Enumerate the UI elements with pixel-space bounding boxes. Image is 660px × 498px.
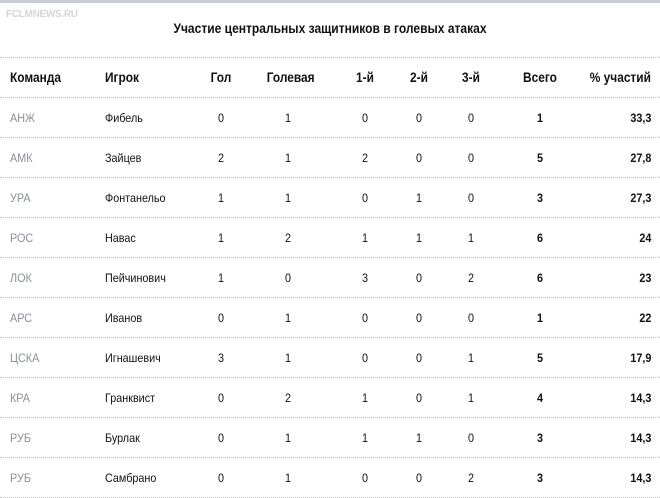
cell-assists: 1	[284, 311, 292, 325]
table-row	[0, 217, 660, 258]
cell-team: РУБ	[10, 431, 31, 445]
header-second: 2-й	[410, 69, 428, 85]
cell-total: 1	[536, 311, 544, 325]
header-goals: Гол	[210, 69, 232, 85]
cell-percent: 17,9	[629, 351, 651, 365]
cell-first: 0	[361, 351, 369, 365]
cell-second: 1	[415, 431, 423, 445]
cell-third: 1	[467, 391, 475, 405]
cell-team: АНЖ	[10, 111, 35, 125]
cell-team: АРС	[10, 311, 33, 325]
cell-first: 0	[361, 471, 369, 485]
cell-player: Иванов	[105, 311, 143, 325]
cell-goals: 2	[217, 151, 225, 165]
cell-goals: 0	[217, 111, 225, 125]
cell-team: УРА	[10, 191, 31, 205]
cell-second: 0	[415, 351, 423, 365]
cell-goals: 3	[217, 351, 225, 365]
header-first: 1-й	[356, 69, 374, 85]
cell-third: 0	[467, 311, 475, 325]
cell-goals: 0	[217, 431, 225, 445]
header-percent: % участий	[589, 69, 651, 85]
cell-third: 0	[467, 151, 475, 165]
cell-assists: 2	[284, 231, 292, 245]
cell-first: 0	[361, 191, 369, 205]
cell-player: Гранквист	[105, 391, 156, 405]
cell-team: РУБ	[10, 471, 31, 485]
cell-player: Навас	[105, 231, 136, 245]
cell-percent: 14,3	[629, 391, 651, 405]
table-row	[0, 457, 660, 498]
cell-total: 4	[536, 391, 544, 405]
cell-percent: 24	[638, 231, 651, 245]
cell-assists: 1	[284, 151, 292, 165]
cell-percent: 14,3	[629, 431, 651, 445]
table-row	[0, 297, 660, 338]
cell-percent: 23	[638, 271, 651, 285]
cell-percent: 33,3	[629, 111, 651, 125]
cell-assists: 1	[284, 111, 292, 125]
cell-second: 0	[415, 151, 423, 165]
cell-third: 2	[467, 471, 475, 485]
cell-assists: 1	[284, 471, 292, 485]
table-title: Участие центральных защитников в голевых атаках	[173, 20, 487, 36]
cell-percent: 27,3	[629, 191, 651, 205]
header-total: Всего	[523, 69, 557, 85]
cell-percent: 14,3	[629, 471, 651, 485]
table-row	[0, 97, 660, 138]
cell-player: Фибель	[105, 111, 143, 125]
cell-second: 0	[415, 271, 423, 285]
cell-second: 0	[415, 471, 423, 485]
cell-player: Игнашевич	[105, 351, 161, 365]
table-row	[0, 137, 660, 178]
cell-goals: 0	[217, 391, 225, 405]
table-row	[0, 417, 660, 458]
cell-player: Пейчинович	[105, 271, 166, 285]
cell-third: 2	[467, 271, 475, 285]
cell-first: 1	[361, 391, 369, 405]
cell-first: 0	[361, 311, 369, 325]
cell-team: ЛОК	[10, 271, 32, 285]
cell-player: Зайцев	[105, 151, 142, 165]
cell-assists: 2	[284, 391, 292, 405]
table-row	[0, 177, 660, 218]
cell-second: 1	[415, 231, 423, 245]
cell-third: 0	[467, 111, 475, 125]
cell-assists: 1	[284, 191, 292, 205]
cell-player: Бурлак	[105, 431, 140, 445]
cell-goals: 0	[217, 471, 225, 485]
cell-total: 6	[536, 231, 544, 245]
header-team: Команда	[10, 69, 61, 85]
cell-goals: 1	[217, 231, 225, 245]
table-row	[0, 337, 660, 378]
cell-second: 0	[415, 311, 423, 325]
header-player: Игрок	[105, 69, 140, 85]
cell-assists: 1	[284, 351, 292, 365]
cell-total: 1	[536, 111, 544, 125]
cell-player: Фонтанельо	[105, 191, 166, 205]
cell-team: РОС	[10, 231, 34, 245]
top-bar	[0, 0, 660, 3]
cell-goals: 0	[217, 311, 225, 325]
cell-team: ЦСКА	[10, 351, 40, 365]
cell-player: Самбрано	[105, 471, 157, 485]
cell-total: 3	[536, 191, 544, 205]
table-row	[0, 377, 660, 418]
watermark: FCLMNEWS.RU	[6, 9, 78, 20]
cell-first: 0	[361, 111, 369, 125]
cell-second: 0	[415, 111, 423, 125]
cell-assists: 0	[284, 271, 292, 285]
cell-third: 1	[467, 351, 475, 365]
cell-percent: 27,8	[629, 151, 651, 165]
cell-total: 5	[536, 151, 544, 165]
cell-total: 3	[536, 431, 544, 445]
header-row	[0, 57, 660, 98]
cell-second: 1	[415, 191, 423, 205]
cell-percent: 22	[638, 311, 651, 325]
cell-first: 1	[361, 231, 369, 245]
cell-team: КРА	[10, 391, 30, 405]
cell-total: 5	[536, 351, 544, 365]
cell-second: 0	[415, 391, 423, 405]
cell-third: 1	[467, 231, 475, 245]
header-third: 3-й	[462, 69, 480, 85]
cell-total: 3	[536, 471, 544, 485]
table-row	[0, 257, 660, 298]
cell-third: 0	[467, 191, 475, 205]
cell-assists: 1	[284, 431, 292, 445]
header-assists: Голевая	[266, 69, 315, 85]
cell-goals: 1	[217, 191, 225, 205]
cell-first: 3	[361, 271, 369, 285]
cell-goals: 1	[217, 271, 225, 285]
cell-total: 6	[536, 271, 544, 285]
cell-third: 0	[467, 431, 475, 445]
cell-first: 1	[361, 431, 369, 445]
cell-first: 2	[361, 151, 369, 165]
cell-team: АМК	[10, 151, 33, 165]
